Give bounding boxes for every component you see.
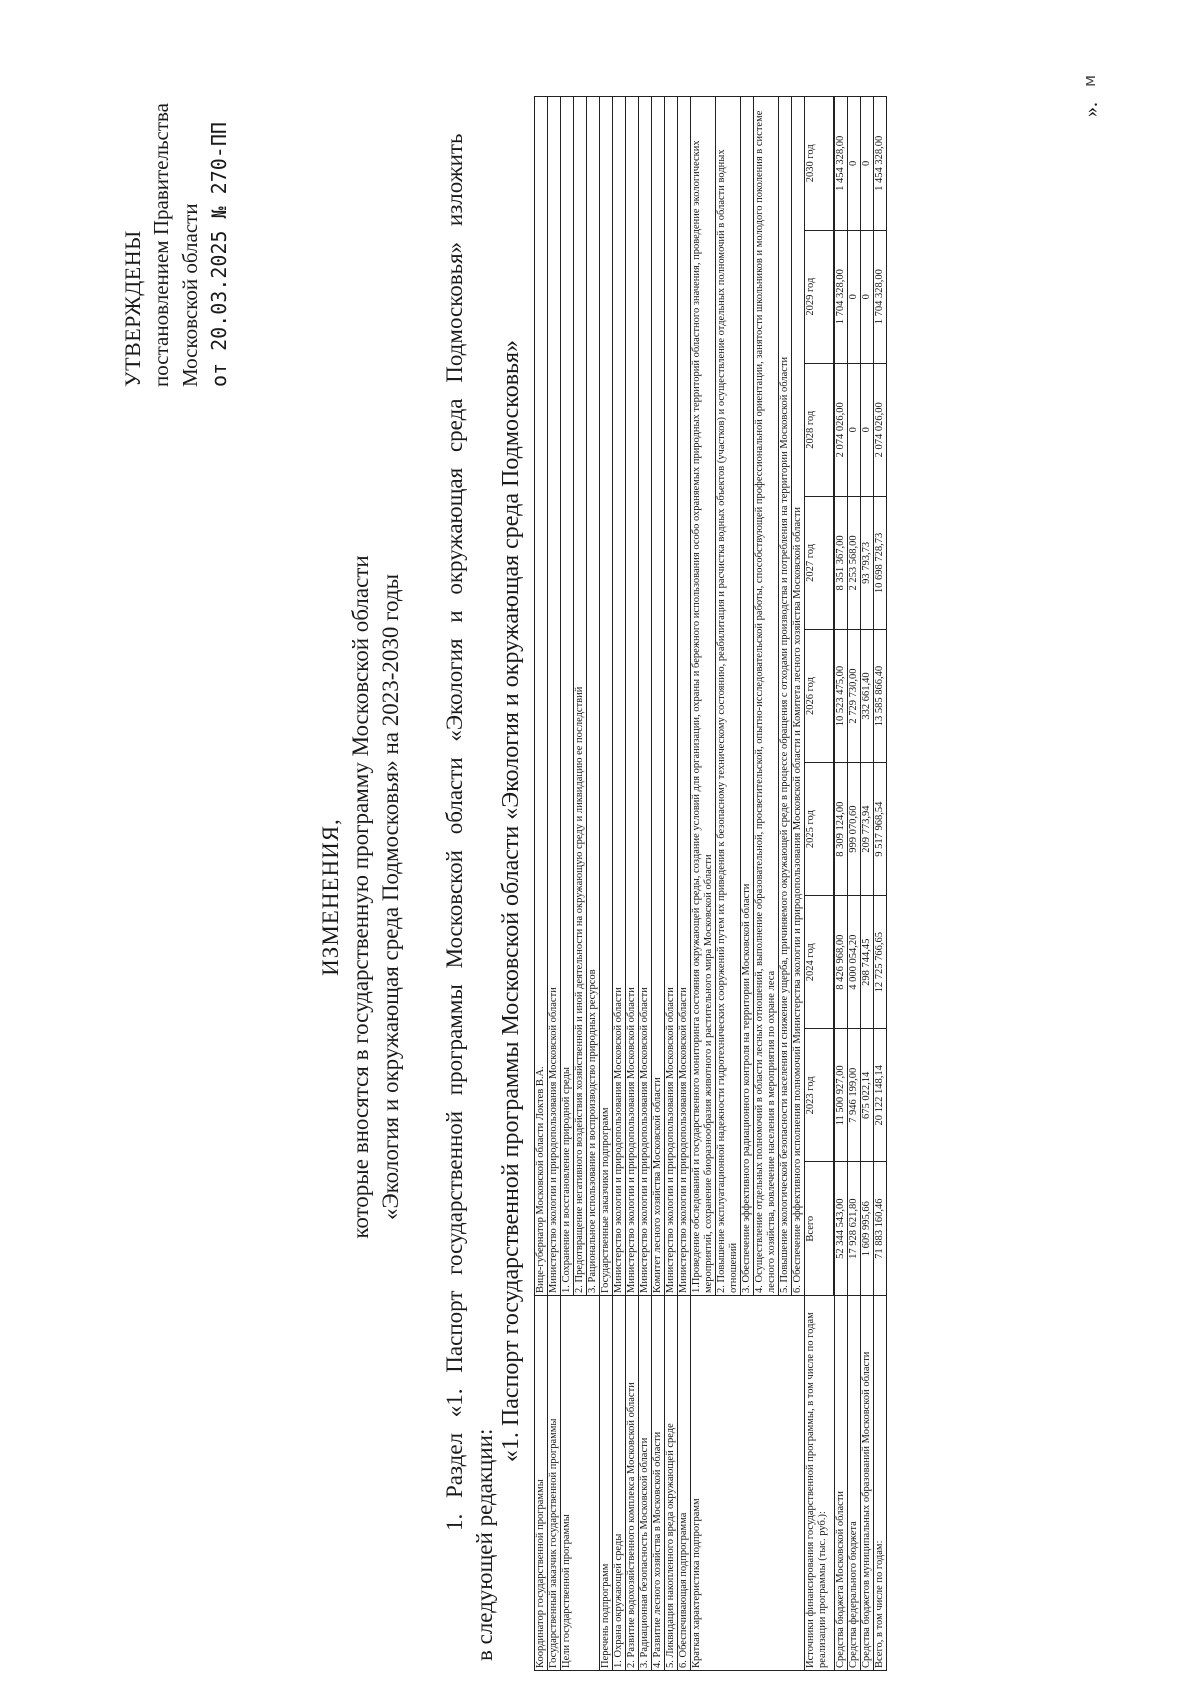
- table-row: [678, 97, 691, 1671]
- subprogram-customer: Министерство экологии и природопользования Московской области: [678, 97, 691, 1296]
- finance-value: 332 661,40: [861, 629, 873, 762]
- finance-header-year: 2030 год: [805, 97, 834, 230]
- subprogram-name: 5. Ликвидация накопленного вреда окружающей среде: [665, 1296, 678, 1671]
- closing-quote: ».: [1080, 102, 1102, 117]
- finance-header-cell: [805, 97, 835, 1296]
- heading-title: ИЗМЕНЕНИЯ,: [318, 818, 343, 976]
- subprogram-name: 2. Развитие водохозяйственного комплекса Московской области: [626, 1296, 639, 1671]
- finance-value: 4 000 054,20: [848, 896, 860, 1029]
- approval-line-1: постановлением Правительства: [149, 102, 173, 387]
- coordinator-label: Координатор государственной программы: [535, 1296, 548, 1671]
- finance-header-year: 2024 год: [805, 896, 834, 1029]
- finance-value: 999 070,60: [848, 763, 860, 896]
- finance-value: 52 344 543,00: [835, 1162, 847, 1295]
- heading-line-3: «Экология и окружающая среда Подмосковья» на 2023-2030 годы: [378, 573, 403, 1221]
- subprogram-customer: Министерство экологии и природопользования Московской области: [626, 97, 639, 1296]
- finance-value: 12 725 766,65: [874, 896, 886, 1029]
- brief-item: 6. Обеспечение эффективного исполнения полномочий Министерства экологии и природопользования Московской области и Комитета лесного хозяйства Московской области: [792, 97, 805, 1296]
- finance-value: 8 351 367,00: [835, 496, 847, 629]
- approval-date-line: от 20.03.2025 № 270-ПП: [207, 122, 231, 387]
- finance-row-label: Средства бюджета Московской области: [835, 1296, 848, 1671]
- finance-value: 675 022,14: [861, 1029, 873, 1162]
- finance-row-values: [835, 97, 848, 1296]
- finance-row: [835, 97, 848, 1671]
- customer-value: Министерство экологии и природопользования Московской области: [548, 97, 561, 1296]
- finance-header-year: 2023 год: [805, 1029, 834, 1162]
- finance-value: 1 704 328,00: [874, 230, 886, 363]
- finance-header-table: [805, 97, 834, 1295]
- finance-row-values: [861, 97, 874, 1296]
- goal-item: 3. Рациональное использование и воспроизводство природных ресурсов: [587, 97, 600, 1296]
- finance-value: 0: [861, 363, 873, 496]
- finance-value: 1 454 328,00: [835, 135, 846, 191]
- finance-value: 10 698 728,73: [874, 496, 886, 629]
- finance-value: 71 883 160,46: [874, 1162, 886, 1295]
- finance-value: 1 704 328,00: [835, 230, 847, 363]
- subprogram-customer: Министерство экологии и природопользования Московской области: [665, 97, 678, 1296]
- goal-item: 2. Предотвращение негативного воздействия хозяйственной и иной деятельности на окружающую среду и ликвидацию ее последствий: [574, 97, 587, 1296]
- table-row: [805, 97, 835, 1671]
- finance-header-year: 2026 год: [805, 629, 834, 762]
- finance-value: 1 609 995,66: [861, 1162, 873, 1295]
- finance-value: 7 946 199,00: [848, 1029, 860, 1162]
- table-row: [600, 97, 613, 1671]
- finance-header-year: 2027 год: [805, 496, 834, 629]
- finance-value: 17 928 621,80: [848, 1162, 860, 1295]
- finance-value: 9 517 968,54: [874, 763, 886, 896]
- subprogram-name: 4. Развитие лесного хозяйства в Московской области: [652, 1296, 665, 1671]
- finance-row-values: [874, 97, 887, 1296]
- subprogram-name: 3. Радиационная безопасность Московской области: [639, 1296, 652, 1671]
- finance-value: 2 074 026,00: [835, 363, 847, 496]
- subprogram-name: 6. Обеспечивающая подпрограмма: [678, 1296, 691, 1671]
- finance-value: 298 744,45: [861, 896, 873, 1029]
- finance-value: 1 454 328,00: [874, 135, 885, 191]
- finance-value: 93 793,73: [861, 496, 873, 629]
- finance-value: 0: [848, 363, 860, 496]
- finance-header-total: Всего: [805, 1162, 834, 1295]
- subprogram-customer: Министерство экологии и природопользования Московской области: [639, 97, 652, 1296]
- table-row: [548, 97, 561, 1671]
- finance-value: 0: [861, 160, 872, 166]
- approval-line-2: Московской области: [178, 203, 202, 387]
- finance-row-label: Всего, в том числе по годам:: [874, 1296, 887, 1671]
- finance-value: 2 074 026,00: [874, 363, 886, 496]
- table-row: [691, 97, 716, 1671]
- section-line-2: в следующей редакции:: [472, 1428, 497, 1661]
- approval-block: [118, 27, 234, 387]
- goal-item: 1. Сохранение и восстановление природной среды: [561, 97, 574, 1296]
- section-text: [440, 101, 500, 1661]
- approval-title: УТВЕРЖДЕНЫ: [120, 230, 145, 387]
- brief-label: Краткая характеристика подпрограмм: [691, 1296, 805, 1671]
- finance-row: [848, 97, 861, 1671]
- subprogram-customer: Комитет лесного хозяйства Московской области: [652, 97, 665, 1296]
- coordinator-value: Вице-губернатор Московской области Локтев В.А.: [535, 97, 548, 1296]
- finance-value: 10 523 475,00: [835, 629, 847, 762]
- table-row: [535, 97, 548, 1671]
- finance-row-label: Средства бюджетов муниципальных образований Московской области: [861, 1296, 874, 1671]
- subprogram-customer: Министерство экологии и природопользования Московской области: [613, 97, 626, 1296]
- finance-value: 8 309 124,00: [835, 763, 847, 896]
- finance-row: [861, 97, 874, 1671]
- customer-label: Государственный заказчик государственной программы: [548, 1296, 561, 1671]
- finance-header-year: 2025 год: [805, 763, 834, 896]
- table-row: [626, 97, 639, 1671]
- brief-item: 2. Повышение эксплуатационной надежности гидротехнических сооружений путем их приведения к безопасному техническому состоянию, реабилитация и расчистка водных объектов (участков) и осуществление отдельных полномочий в области водных отношений: [716, 97, 741, 1296]
- brief-item: 4. Осуществление отдельных полномочий в области лесных отношений, выполнение образовательной, просветительской, опытно-исследовательской работы, способствующей профессиональной ориентации, занятости школьников и молодого поколения в системе лесного хозяйства, вовлечение населения в мероприятия по охране леса: [754, 97, 779, 1296]
- table-row: [652, 97, 665, 1671]
- finance-value: 13 585 866,40: [874, 629, 886, 762]
- goals-label: Цели государственной программы: [561, 1296, 600, 1671]
- brief-item: 3. Обеспечение эффективного радиационного контроля на территории Московской области: [741, 97, 754, 1296]
- finance-row-label: Средства федерального бюджета: [848, 1296, 861, 1671]
- table-row: [561, 97, 574, 1671]
- section-line-1: 1. Раздел «1. Паспорт государственной программы Московской области «Экология и окружающая среда Подмосковья» изложить: [442, 133, 467, 1531]
- finance-value: 0: [848, 230, 860, 363]
- finance-value: 2 253 568,00: [848, 496, 860, 629]
- heading-line-2: которые вносятся в государственную программу Московской области: [348, 555, 373, 1239]
- finance-value: 2 729 730,00: [848, 629, 860, 762]
- table-row: [665, 97, 678, 1671]
- finance-row-values: [848, 97, 861, 1296]
- finance-header-year: 2028 год: [805, 363, 834, 496]
- finance-row-total: [874, 97, 887, 1671]
- passport-title: «1. Паспорт государственной программы Московской области «Экология и окружающая среда Подмосковья»: [498, 339, 524, 1463]
- finance-value: 0: [848, 160, 859, 166]
- subprograms-value: Государственные заказчики подпрограмм: [600, 97, 613, 1296]
- passport-table: [534, 96, 887, 1671]
- subprogram-name: 1. Охрана окружающей среды: [613, 1296, 626, 1671]
- brief-item: 5. Повышение экологической безопасности населения и снижение ущерба, причиняемого окружающей среде в процессе обращения с отходами производства и потребления на территории Московской области: [779, 97, 792, 1296]
- subprograms-label: Перечень подпрограмм: [600, 1296, 613, 1671]
- table-row: [639, 97, 652, 1671]
- finance-header-year: 2029 год: [805, 230, 834, 363]
- finance-value: 20 122 148,14: [874, 1029, 886, 1162]
- finance-value: 8 426 968,00: [835, 896, 847, 1029]
- table-row: [613, 97, 626, 1671]
- finance-value: 209 773,94: [861, 763, 873, 896]
- finance-label: Источники финансирования государственной программы, в том числе по годам реализации программы (тыс. руб.):: [805, 1296, 835, 1671]
- finance-value: 0: [861, 230, 873, 363]
- brief-item: 1.Проведение обследований и государственного мониторинга состояния окружающей среды, создание условий для организации, охраны и бережного использования особо охраняемых природных территорий областного значения, проведение экологических мероприятий, сохранение биоразнообразия животного и растительного мира Московской области: [691, 97, 716, 1296]
- signature-mark: м: [1080, 74, 1099, 87]
- finance-value: 11 500 927,00: [835, 1029, 847, 1162]
